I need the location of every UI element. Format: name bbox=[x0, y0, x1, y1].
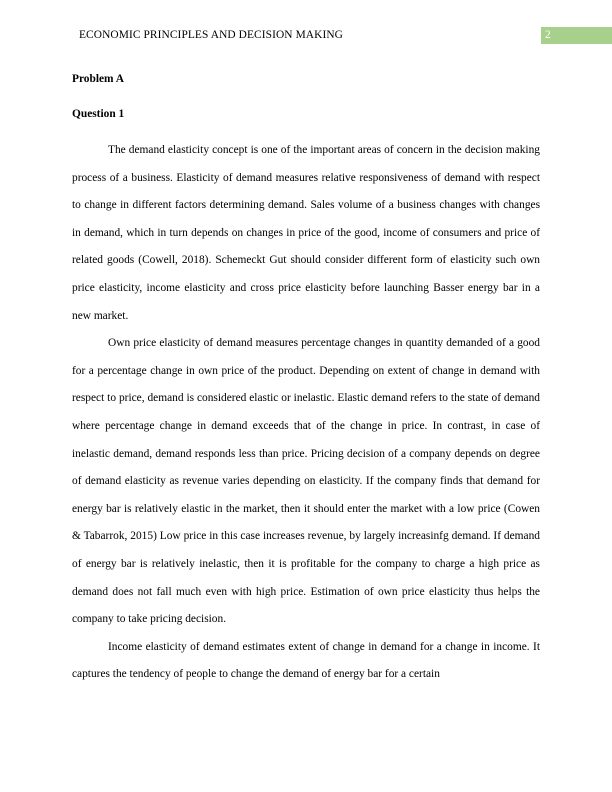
heading-problem: Problem A bbox=[72, 73, 124, 85]
paragraph-3: Income elasticity of demand estimates extent of change in demand for a change in income. It captures the tendency of people to change the demand of energy bar for a certain bbox=[72, 640, 540, 681]
running-head: ECONOMIC PRINCIPLES AND DECISION MAKING bbox=[79, 29, 343, 41]
paragraph-2: Own price elasticity of demand measures percentage changes in quantity demanded of a good for a percentage change in own price of the product. Depending on extent of change in demand with respect to price, demand is considered elastic or inelastic. Elastic demand refers to the state of demand where percentage change in demand exceeds that of the change in price. In contrast, in case of inelastic demand, demand responds less than price. Pricing decision of a company depends on degree of demand elasticity as revenue varies depending on elasticity. If the company finds that demand for energy bar is relatively elastic in the market, then it should enter the market with a low price (Cowen & Tabarrok, 2015) Low price in this case increases revenue, by largely increasinfg demand. If demand of energy bar is relatively inelastic, then it is profitable for the company to charge a high price as demand does not fall much even with high price. Estimation of own price elasticity thus helps the company to take pricing decision. bbox=[72, 337, 540, 626]
heading-question: Question 1 bbox=[72, 108, 125, 120]
page-number-badge: 2 bbox=[541, 27, 612, 44]
page-header bbox=[0, 27, 612, 45]
paragraphs bbox=[72, 137, 540, 689]
paragraph-1: The demand elasticity concept is one of the important areas of concern in the decision making process of a business. Elasticity of demand measures relative responsiveness of demand with respect to change in different factors determining demand. Sales volume of a business changes with changes in demand, which in turn depends on changes in price of the good, income of consumers and price of related goods (Cowell, 2018). Schemeckt Gut should consider different form of elasticity such own price elasticity, income elasticity and cross price elasticity before launching Basser energy bar in a new market. bbox=[72, 144, 540, 322]
